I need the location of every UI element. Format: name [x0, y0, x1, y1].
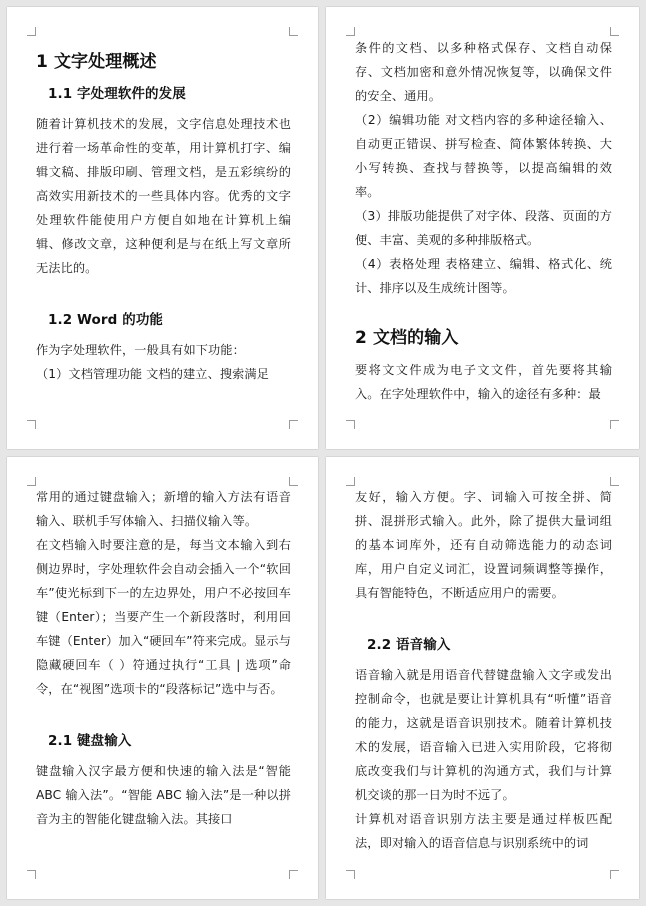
page-content — [36, 48, 291, 386]
crop-mark — [289, 27, 298, 36]
heading-2: 1.2 Word 的功能 — [48, 312, 164, 328]
crop-mark — [346, 870, 355, 879]
paragraph: 键盘输入汉字最方便和快速的输入法是“智能 ABC 输入法”。“智能 ABC 输入法”是一种以拼音为主的智能化键盘输入法。其接口 — [36, 764, 291, 826]
heading-1: 1 文字处理概述 — [36, 52, 157, 72]
page-content — [355, 485, 612, 855]
crop-mark — [346, 420, 355, 429]
crop-mark — [27, 870, 36, 879]
heading-2: 1.1 字处理软件的发展 — [48, 86, 186, 102]
paragraph: （3）排版功能提供了对字体、段落、页面的方便、丰富、美观的多种排版格式。 — [355, 209, 612, 247]
document-page-2 — [326, 7, 639, 449]
crop-mark — [27, 27, 36, 36]
heading-2: 2.2 语音输入 — [367, 637, 451, 653]
document-page-3 — [7, 457, 318, 899]
crop-mark — [27, 420, 36, 429]
crop-mark — [346, 477, 355, 486]
crop-mark — [610, 870, 619, 879]
paragraph: （2）编辑功能 对文档内容的多种途径输入、自动更正错误、拼写检查、简体繁体转换、大小写转换、查找与替换等，以提高编辑的效率。 — [355, 113, 612, 199]
crop-mark — [610, 27, 619, 36]
crop-mark — [289, 870, 298, 879]
paragraph: 计算机对语音识别方法主要是通过样板匹配法，即对输入的语音信息与识别系统中的词 — [355, 812, 612, 850]
document-page-1 — [7, 7, 318, 449]
document-page-4 — [326, 457, 639, 899]
paragraph: （1）文档管理功能 文档的建立、搜索满足 — [36, 367, 270, 381]
paragraph: （4）表格处理 表格建立、编辑、格式化、统计、排序以及生成统计图等。 — [355, 257, 612, 295]
paragraph: 作为字处理软件，一般具有如下功能： — [36, 343, 245, 357]
heading-2: 2.1 键盘输入 — [48, 733, 132, 749]
paragraph: 在文档输入时要注意的是，每当文本输入到右侧边界时，字处理软件会自动会插入一个“软回车”使光标到下一的左边界处，用户不必按回车键（Enter）；当要产生一个新段落时，利用回车键（Enter）加入“硬回车”符来完成。显示与隐藏硬回车（ ）符通过执行“工具 | 选项”命令，在“视图”选项卡的“段落标记”选中与否。 — [36, 538, 291, 696]
crop-mark — [346, 27, 355, 36]
crop-mark — [610, 420, 619, 429]
paragraph: 随着计算机技术的发展，文字信息处理技术也进行着一场革命性的变革，用计算机打字、编辑文稿、排版印刷、管理文档，是五彩缤纷的高效实用新技术的一些具体内容。优秀的文字处理软件能使用户方便自如地在计算机上编辑、修改文章，这种便利是与在纸上写文章所无法比的。 — [36, 117, 291, 275]
crop-mark — [289, 420, 298, 429]
paragraph: 语音输入就是用语音代替键盘输入文字或发出控制命令，也就是要让计算机具有“听懂”语音的能力，这就是语音识别技术。随着计算机技术的发展，语音输入已进入实用阶段，它将彻底改变我们与计算机的沟通方式，我们与计算机交谈的那一日为时不远了。 — [355, 668, 612, 802]
paragraph: 友好，输入方便。字、词输入可按全拼、简拼、混拼形式输入。此外，除了提供大量词组的基本词库外，还有自动筛选能力的动态词库，用户自定义词汇，设置词频调整等操作，具有智能特色，不断适应用户的需要。 — [355, 490, 612, 600]
paragraph: 条件的文档、以多种格式保存、文档自动保存、文档加密和意外情况恢复等，以确保文件的安全、通用。 — [355, 41, 612, 103]
paragraph: 要将文文件成为电子文文件，首先要将其输入。在字处理软件中，输入的途径有多种：最 — [355, 363, 612, 401]
paragraph: 常用的通过键盘输入；新增的输入方法有语音输入、联机手写体输入、扫描仪输入等。 — [36, 490, 291, 528]
heading-1: 2 文档的输入 — [355, 328, 459, 348]
crop-mark — [27, 477, 36, 486]
page-content — [36, 485, 291, 831]
page-content — [355, 36, 612, 406]
